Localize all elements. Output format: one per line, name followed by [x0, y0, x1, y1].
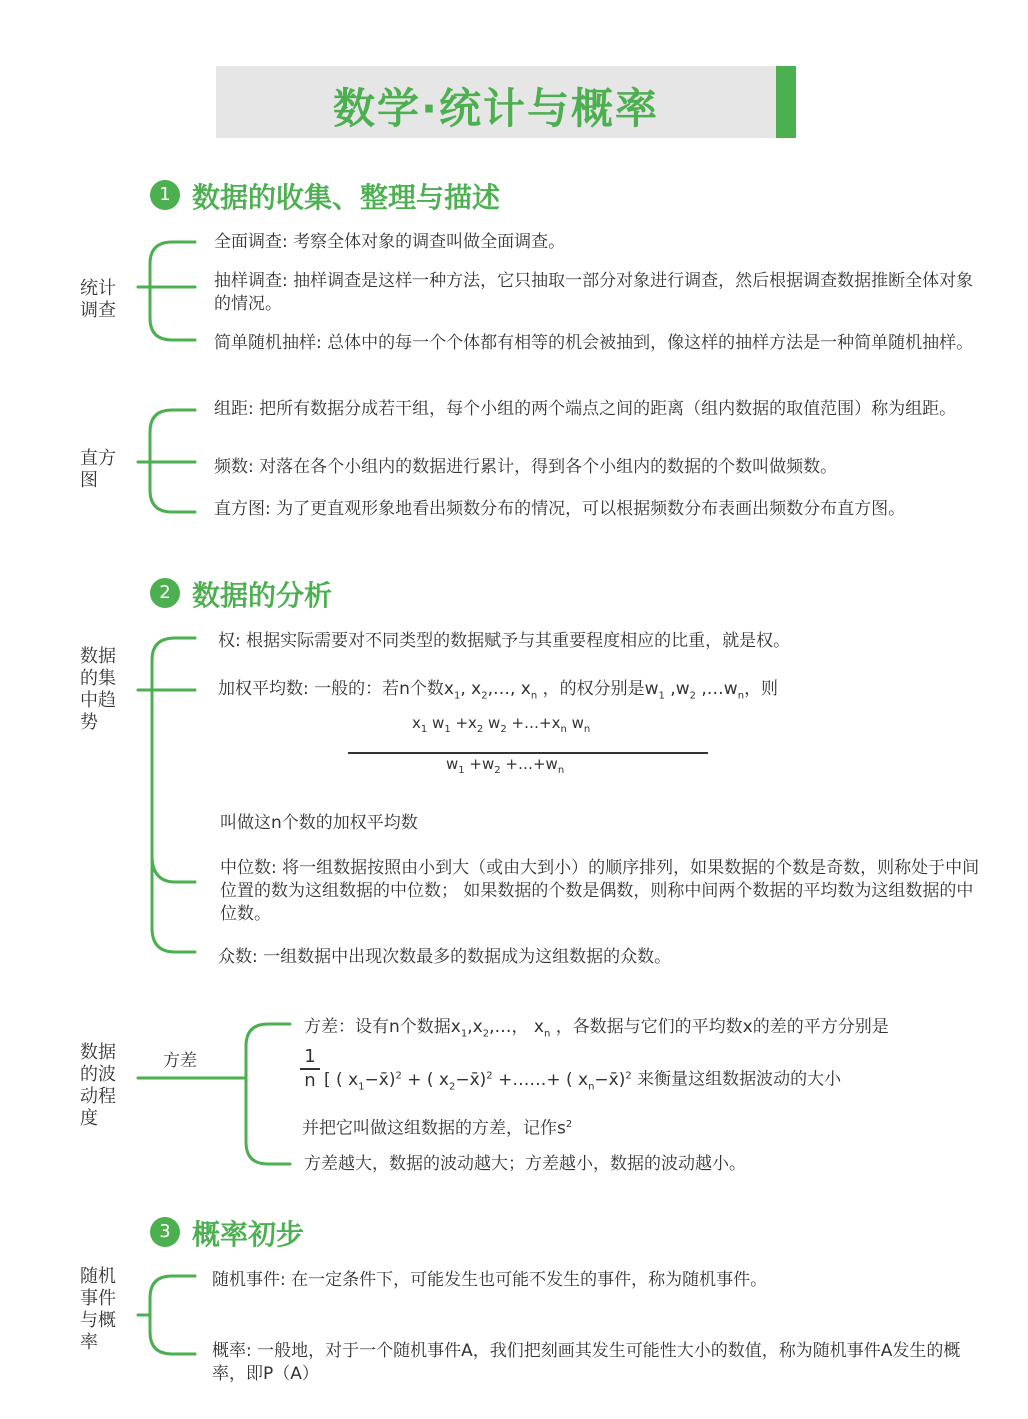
variance-fraction	[300, 1046, 320, 1092]
variance-formula-suffix: 来衡量这组数据波动的大小	[637, 1069, 842, 1090]
section-number: 2	[150, 578, 180, 608]
variance-intro	[304, 1016, 1004, 1045]
weighted-average-line	[218, 678, 978, 707]
list-item: 权: 根据实际需要对不同类型的数据赋予与其重要程度相应的比重，就是权。	[218, 631, 791, 651]
list-item: 全面调查: 考察全体对象的调查叫做全面调查。	[214, 232, 566, 252]
group-label: 随机事件与概率	[80, 1266, 116, 1353]
list-item: 众数: 一组数据中出现次数最多的数据成为这组数据的众数。	[218, 947, 672, 967]
list-item: 抽样调查: 抽样调查是这样一种方法，它只抽取一部分对象进行调查，然后根据调查数据推断全体对象的情况。	[214, 271, 974, 314]
variance-name-text: 并把它叫做这组数据的方差，记作s	[302, 1118, 566, 1139]
list-item: 随机事件: 在一定条件下，可能发生也可能不发生的事件，称为随机事件。	[212, 1270, 768, 1290]
list-item: 组距: 把所有数据分成若干组，每个小组的两个端点之间的距离（组内数据的取值范围）称为组距。	[214, 399, 957, 419]
group-label: 数据的集中趋势	[80, 646, 116, 733]
list-item: 频数: 对落在各个小组内的数据进行累计，得到各个小组内的数据的个数叫做频数。	[214, 457, 838, 477]
group-label: 统计调查	[80, 278, 116, 321]
weighted-avg-note: 叫做这n个数的加权平均数	[220, 813, 418, 833]
wavg-suffix: ，则	[744, 679, 779, 699]
wavg-weights: $w_1$ $,w_2$ $,\dots w_n$	[644, 679, 745, 702]
section-title: 数据的收集、整理与描述	[192, 181, 501, 214]
list-item: 概率: 一般地，对于一个随机事件A，我们把刻画其发生可能性大小的数值，称为随机事件A发生的概率，即P（A）	[212, 1341, 961, 1384]
list-item: 中位数: 将一组数据按照由小到大（或由大到小）的顺序排列，如果数据的个数是奇数，则称处于中间位置的数为这组数据的中位数； 如果数据的个数是偶数，则称中间两个数据的平均数为这组数据的中位数。	[220, 858, 980, 924]
weighted-avg-denominator: $w_1 +w_2$ $+\dots+w_n$	[446, 755, 565, 776]
fraction-denominator: n	[304, 1070, 316, 1091]
section-number: 1	[150, 180, 180, 210]
fraction-numerator: 1	[304, 1046, 316, 1067]
wavg-mid: 的权分别是	[559, 679, 645, 699]
wavg-prefix: 加权平均数: 一般的：若n个数	[218, 679, 444, 699]
group-label: 直方图	[80, 448, 116, 491]
weighted-avg-numerator: $x_1$ $w_1 +x_2$ $w_2$ $+\dots+x_n$ $w_n$	[412, 714, 591, 735]
variance-formula	[324, 1064, 1004, 1098]
list-item: 简单随机抽样: 总体中的每一个个体都有相等的机会被抽到，像这样的抽样方法是一种简单随机抽样。	[214, 333, 974, 353]
list-item: 方差越大，数据的波动越大；方差越小，数据的波动越小。	[304, 1154, 746, 1174]
section-number: 3	[150, 1217, 180, 1247]
variance-exponent: 2	[565, 1119, 573, 1130]
section-title: 数据的分析	[192, 579, 333, 612]
variance-name	[302, 1113, 1002, 1141]
section-title: 概率初步	[192, 1218, 305, 1251]
variance-intro-suffix: ，各数据与它们的平均数x的差的平方分别是	[555, 1017, 889, 1037]
list-item: 直方图: 为了更直观形象地看出频数分布的情况，可以根据频数分布表画出频数分布直方图。	[214, 499, 906, 519]
page-title: 数学·统计与概率	[333, 84, 659, 133]
group-label: 数据的波动程度	[80, 1042, 116, 1129]
variance-intro-prefix: 方差：设有n个数据	[304, 1017, 451, 1037]
wavg-values: $x_1$, $x_2,\dots$, $x_n$ ，	[443, 679, 560, 702]
variance-expression: [ ( $x_1-x̄)^2$ + ( $x_2-x̄)^2$ +……+ ( $x_n-x̄)^2$	[324, 1069, 632, 1093]
fraction-line	[348, 752, 708, 754]
branch-label: 方差	[163, 1051, 197, 1071]
variance-data: $x_1,x_2,\dots$， $x_n$	[450, 1017, 551, 1040]
